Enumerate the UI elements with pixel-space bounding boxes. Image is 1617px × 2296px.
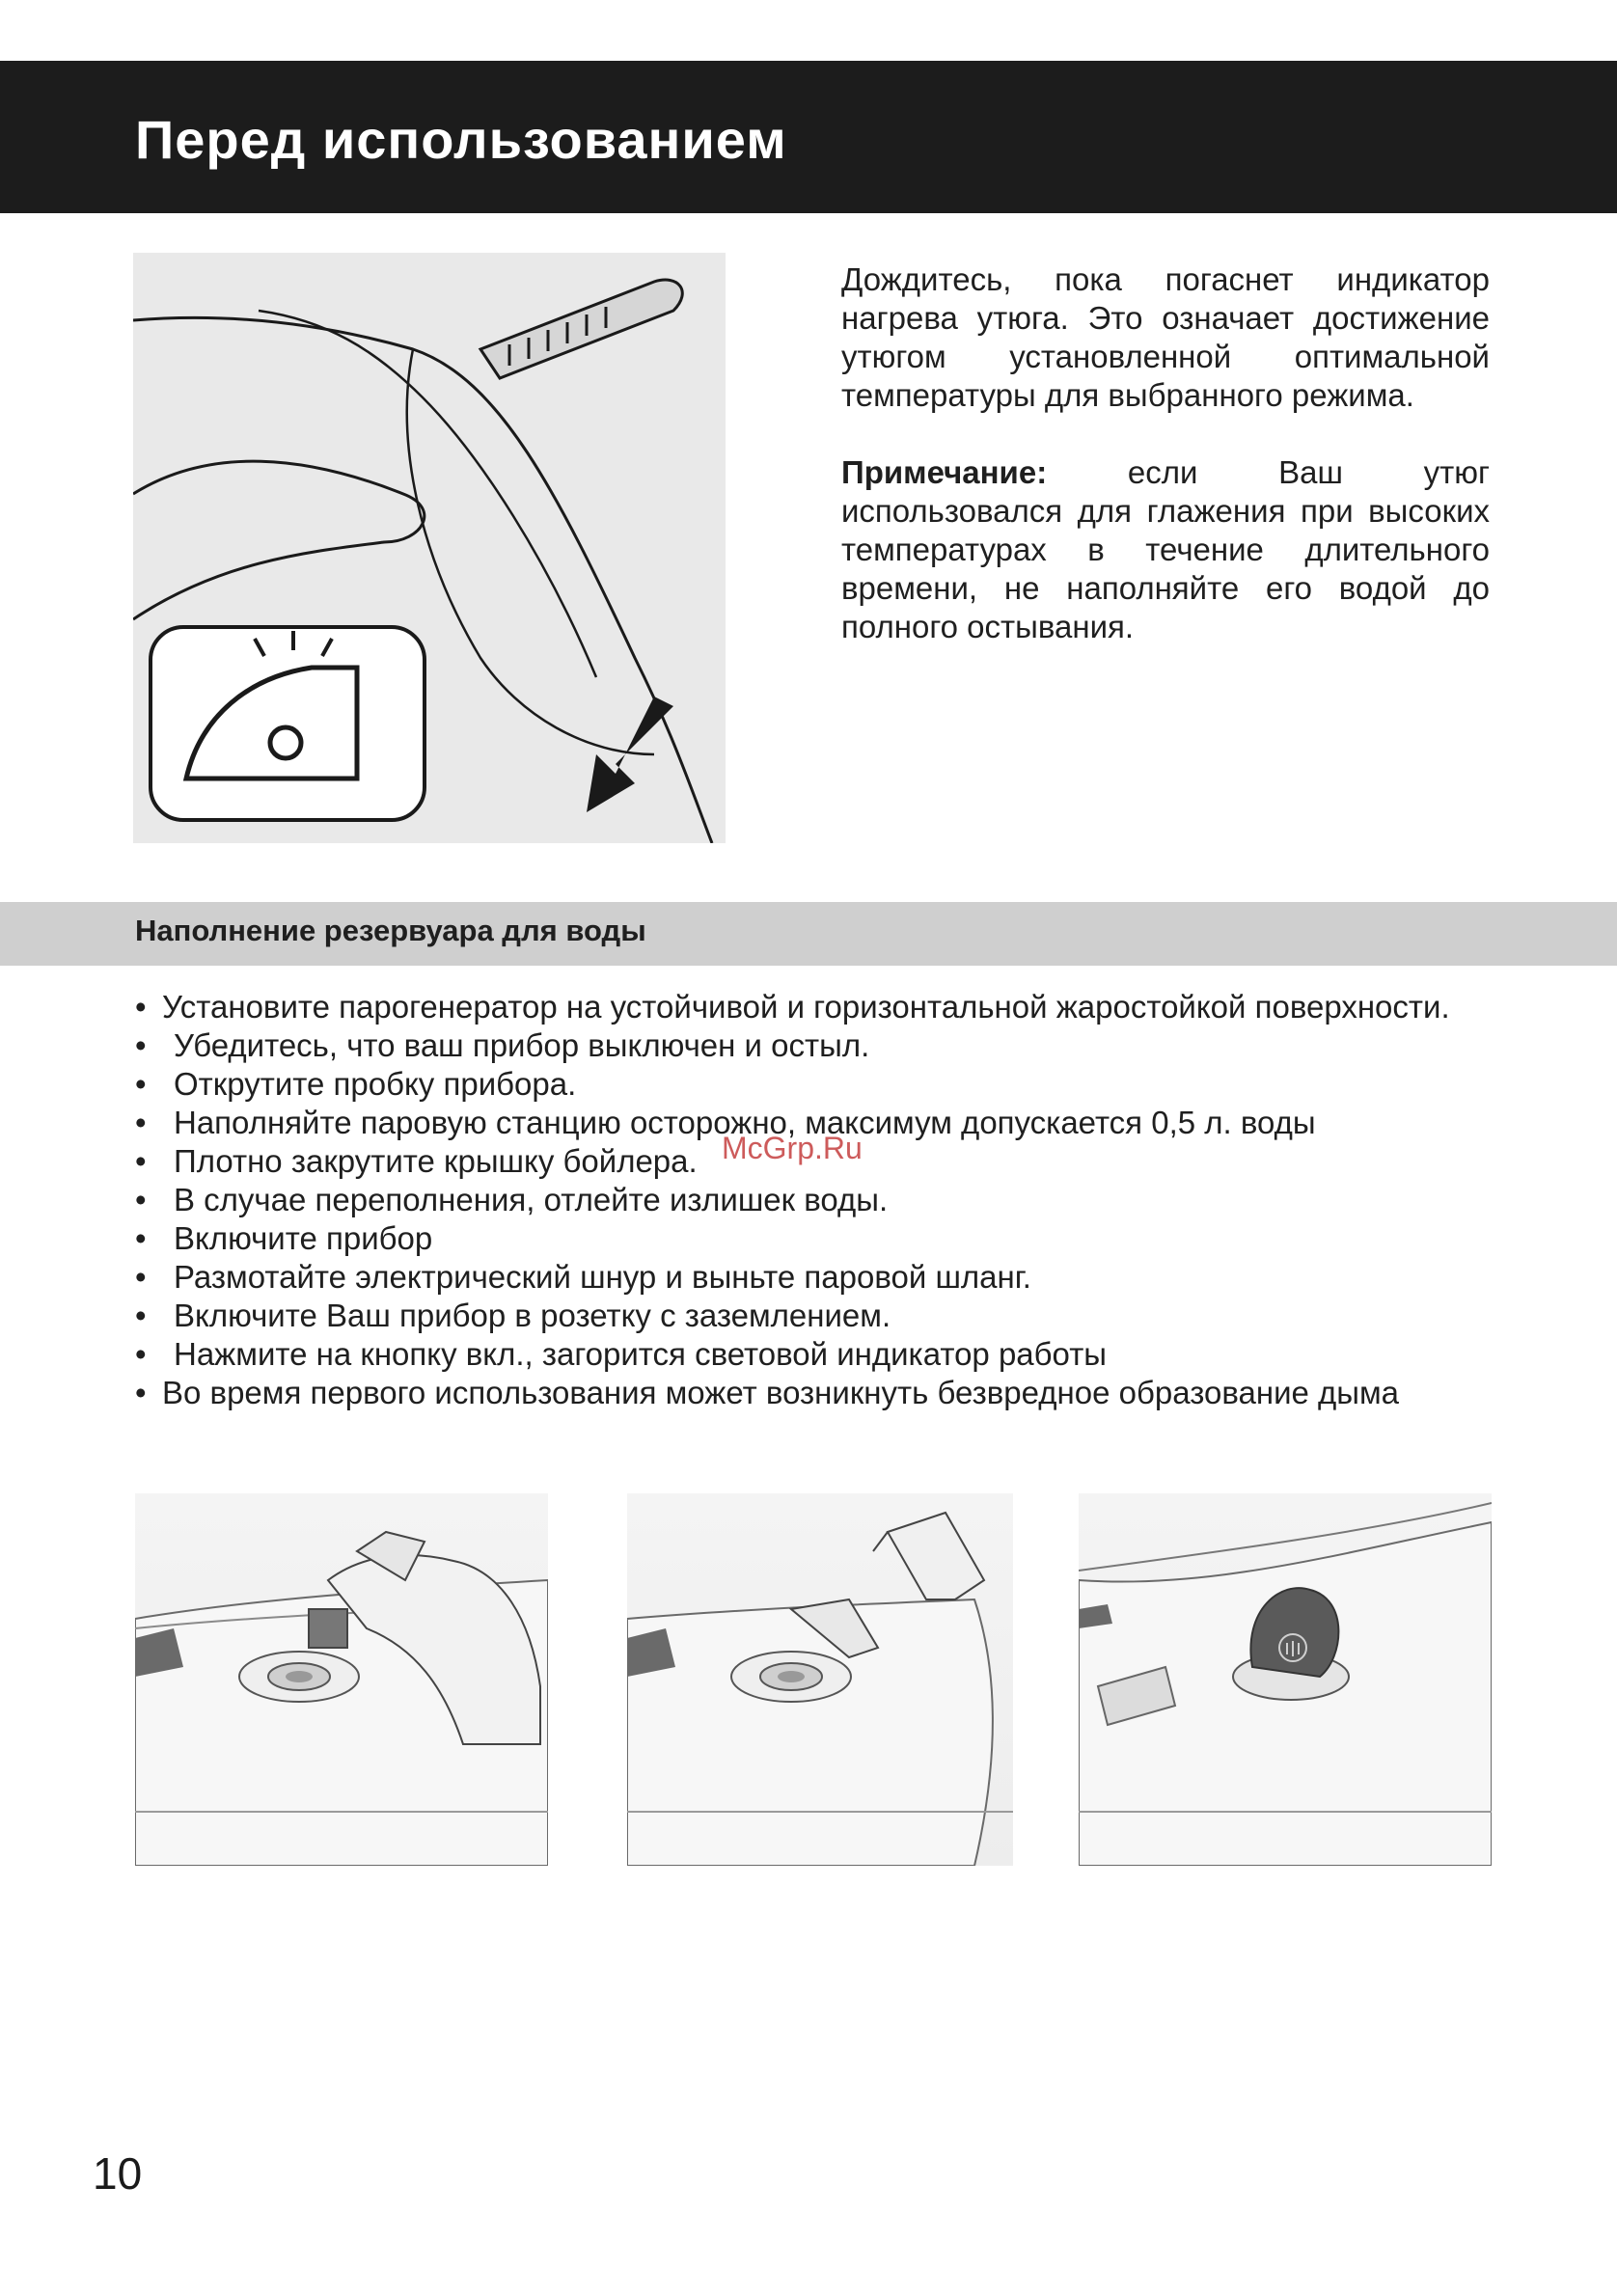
list-item-text: Наполняйте паровую станцию осторожно, максимум допускается 0,5 л. воды [174, 1105, 1316, 1140]
list-item-text: Включите прибор [174, 1220, 433, 1256]
note-text: если Ваш утюг использовался для глажения при высоких температурах в течение длительного времени, не наполняйте его водой до полного остывания. [841, 454, 1490, 644]
intro-paragraph: Дождитесь, пока погаснет индикатор нагрева утюга. Это означает достижение утюгом установленной оптимальной температуры для выбранного режима. [841, 261, 1490, 413]
bullet-marker: • [135, 1066, 147, 1102]
list-item [135, 1219, 1490, 1258]
photo-close-cap [1079, 1493, 1492, 1866]
bullet-marker: • [135, 1375, 147, 1410]
bullet-marker: • [135, 1220, 147, 1256]
bullet-marker: • [135, 1182, 147, 1217]
bullet-marker: • [135, 1298, 147, 1333]
list-item [135, 1181, 1490, 1219]
list-item [135, 988, 1490, 1026]
list-item [135, 1026, 1490, 1065]
list-item [135, 1065, 1490, 1104]
list-item-text: Размотайте электрический шнур и выньте паровой шланг. [174, 1259, 1031, 1295]
instruction-list [135, 988, 1490, 1412]
list-item-text: Включите Ваш прибор в розетку с заземлением. [174, 1298, 891, 1333]
list-item-text: Установите парогенератор на устойчивой и горизонтальной жаростойкой поверхности. [162, 989, 1450, 1025]
bullet-marker: • [135, 1105, 147, 1140]
iron-indicator-illustration [133, 253, 726, 843]
photo-pour-water [627, 1493, 1013, 1866]
section-title: Наполнение резервуара для воды [135, 914, 646, 947]
list-item-text: Открутите пробку прибора. [174, 1066, 577, 1102]
list-item [135, 1335, 1490, 1374]
page-number: 10 [93, 2148, 143, 2199]
bullet-marker: • [135, 1259, 147, 1295]
list-item [135, 1258, 1490, 1297]
page-title: Перед использованием [135, 109, 787, 170]
list-item-text: Убедитесь, что ваш прибор выключен и остыл. [174, 1027, 870, 1063]
bullet-marker: • [135, 1336, 147, 1372]
photo-unscrew-cap [135, 1493, 548, 1866]
bullet-marker: • [135, 1143, 147, 1179]
bullet-marker: • [135, 1027, 147, 1063]
watermark-text: McGrp.Ru [722, 1131, 863, 1165]
note-paragraph [841, 453, 1490, 646]
bullet-marker: • [135, 989, 147, 1025]
list-item [135, 1374, 1490, 1412]
intro-text [841, 260, 1490, 685]
list-item-text: Плотно закрутите крышку бойлера. [174, 1143, 698, 1179]
note-label: Примечание: [841, 454, 1048, 490]
list-item [135, 1297, 1490, 1335]
list-item-text: В случае переполнения, отлейте излишек воды. [174, 1182, 889, 1217]
list-item-text: Во время первого использования может возникнуть безвредное образование дыма [162, 1375, 1400, 1410]
list-item-text: Нажмите на кнопку вкл., загорится световой индикатор работы [174, 1336, 1108, 1372]
